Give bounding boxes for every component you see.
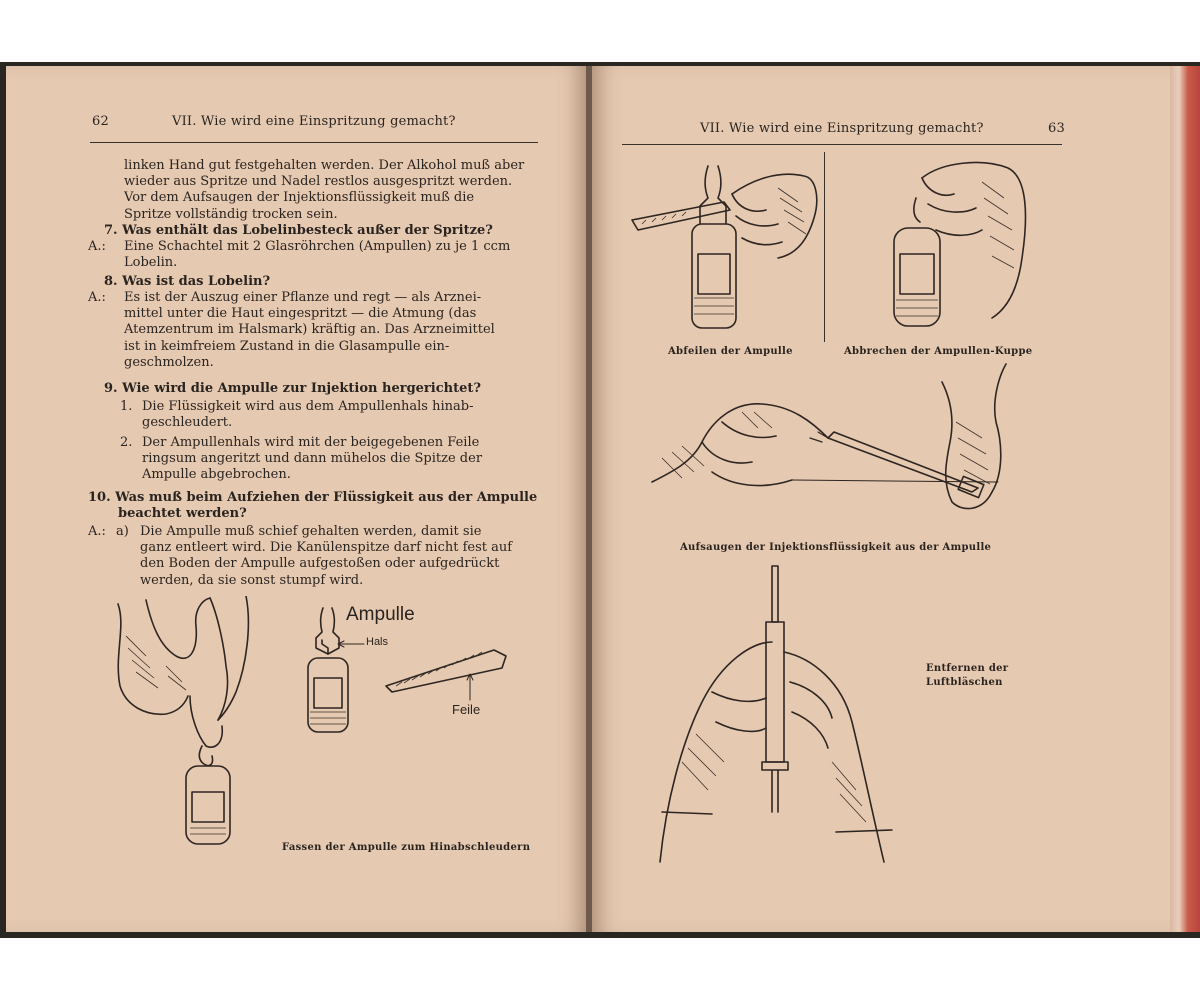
feile-arrow: [464, 672, 476, 702]
caption-abbrechen: Abbrechen der Ampullen-Kuppe: [844, 346, 1033, 357]
feile-label: Feile: [452, 702, 481, 717]
text-line: Ampulle abgebrochen.: [142, 467, 291, 483]
answer-9-1-num: 1.: [120, 399, 133, 414]
text-line: geschmolzen.: [124, 354, 214, 370]
answer-9-2: [142, 435, 542, 484]
abbrechen-illustration: [832, 158, 1032, 338]
right-page: [592, 66, 1170, 932]
answer-10-label: A.:: [88, 524, 106, 539]
right-page-number: 63: [1048, 121, 1065, 136]
answer-8: [124, 290, 544, 371]
question-8: 8. Was ist das Lobelin?: [104, 274, 271, 289]
right-running-header: VII. Wie wird eine Einspritzung gemacht?: [700, 121, 984, 136]
answer-9-1: [142, 399, 542, 431]
text-line: ganz entleert wird. Die Kanülenspitze darf nicht fest auf: [140, 540, 513, 556]
caption-fassen: Fassen der Ampulle zum Hinabschleudern: [282, 842, 531, 853]
hand-holding-ampulle-illustration: [106, 596, 266, 856]
left-intro-text: [124, 158, 544, 223]
feile-illustration: [382, 646, 512, 696]
text-line: ringsum angeritzt und dann mühelos die Spitze der: [142, 451, 483, 467]
hals-label: Hals: [366, 636, 389, 648]
caption-line: Luftbläschen: [926, 677, 1003, 688]
answer-9-2-num: 2.: [120, 435, 133, 450]
text-line: Eine Schachtel mit 2 Glasröhrchen (Ampullen) zu je 1 ccm: [124, 239, 511, 254]
hals-arrow: [336, 640, 366, 648]
entfernen-illustration: [652, 562, 922, 866]
answer-7: [124, 239, 544, 271]
answer-10: [140, 524, 544, 589]
abfeilen-illustration: [628, 158, 824, 338]
left-header-rule: [90, 142, 538, 143]
right-header-rule: [622, 144, 1062, 145]
text-line: Atemzentrum im Halsmark) kräftig an. Das Arzneimittel: [124, 322, 495, 338]
text-line: wieder aus Spritze und Nadel restlos ausgespritzt werden.: [124, 174, 513, 190]
text-line: Der Ampullenhals wird mit der beigegebenen Feile: [142, 435, 480, 450]
open-book: [0, 62, 1200, 938]
text-line: werden, da sie sonst stumpf wird.: [140, 572, 364, 588]
text-line: ist in keimfreiem Zustand in die Glasampulle ein-: [124, 338, 450, 354]
left-page-number: 62: [92, 114, 109, 129]
left-running-header: VII. Wie wird eine Einspritzung gemacht?: [172, 114, 456, 129]
answer-7-label: A.:: [88, 239, 106, 254]
text-line: Lobelin.: [124, 255, 178, 271]
caption-aufsaugen: Aufsaugen der Injektionsflüssigkeit aus der Ampulle: [680, 542, 992, 553]
text-line: Die Flüssigkeit wird aus dem Ampullenhals hinab-: [142, 399, 474, 414]
text-line: 10. Was muß beim Aufziehen der Flüssigkeit aus der Ampulle: [88, 490, 538, 505]
caption-line: Entfernen der: [926, 663, 1009, 674]
text-line: Spritze vollständig trocken sein.: [124, 206, 338, 222]
left-page: [6, 66, 586, 932]
text-line: linken Hand gut festgehalten werden. Der Alkohol muß aber: [124, 158, 525, 173]
page-edges: [1170, 66, 1200, 932]
caption-entfernen: [926, 662, 1008, 690]
text-line: mittel unter die Haut eingespritzt — die Atmung (das: [124, 306, 477, 322]
aufsaugen-illustration: [642, 362, 1042, 542]
answer-10-a: a): [116, 524, 129, 539]
text-line: Vor dem Aufsaugen der Injektionsflüssigkeit muß die: [124, 190, 475, 206]
text-line: beachtet werden?: [118, 506, 247, 522]
text-line: Die Ampulle muß schief gehalten werden, damit sie: [140, 524, 482, 539]
text-line: Es ist der Auszug einer Pflanze und regt — als Arznei-: [124, 290, 482, 305]
figure-divider: [824, 152, 825, 342]
caption-abfeilen: Abfeilen der Ampulle: [668, 346, 793, 357]
question-7: 7. Was enthält das Lobelinbesteck außer der Spritze?: [104, 223, 493, 238]
answer-8-label: A.:: [88, 290, 106, 305]
ampulle-label: Ampulle: [346, 604, 415, 625]
question-9: 9. Wie wird die Ampulle zur Injektion hergerichtet?: [104, 381, 481, 396]
text-line: den Boden der Ampulle aufgestoßen oder aufgedrückt: [140, 556, 500, 572]
question-10: [88, 490, 548, 522]
text-line: geschleudert.: [142, 415, 233, 431]
